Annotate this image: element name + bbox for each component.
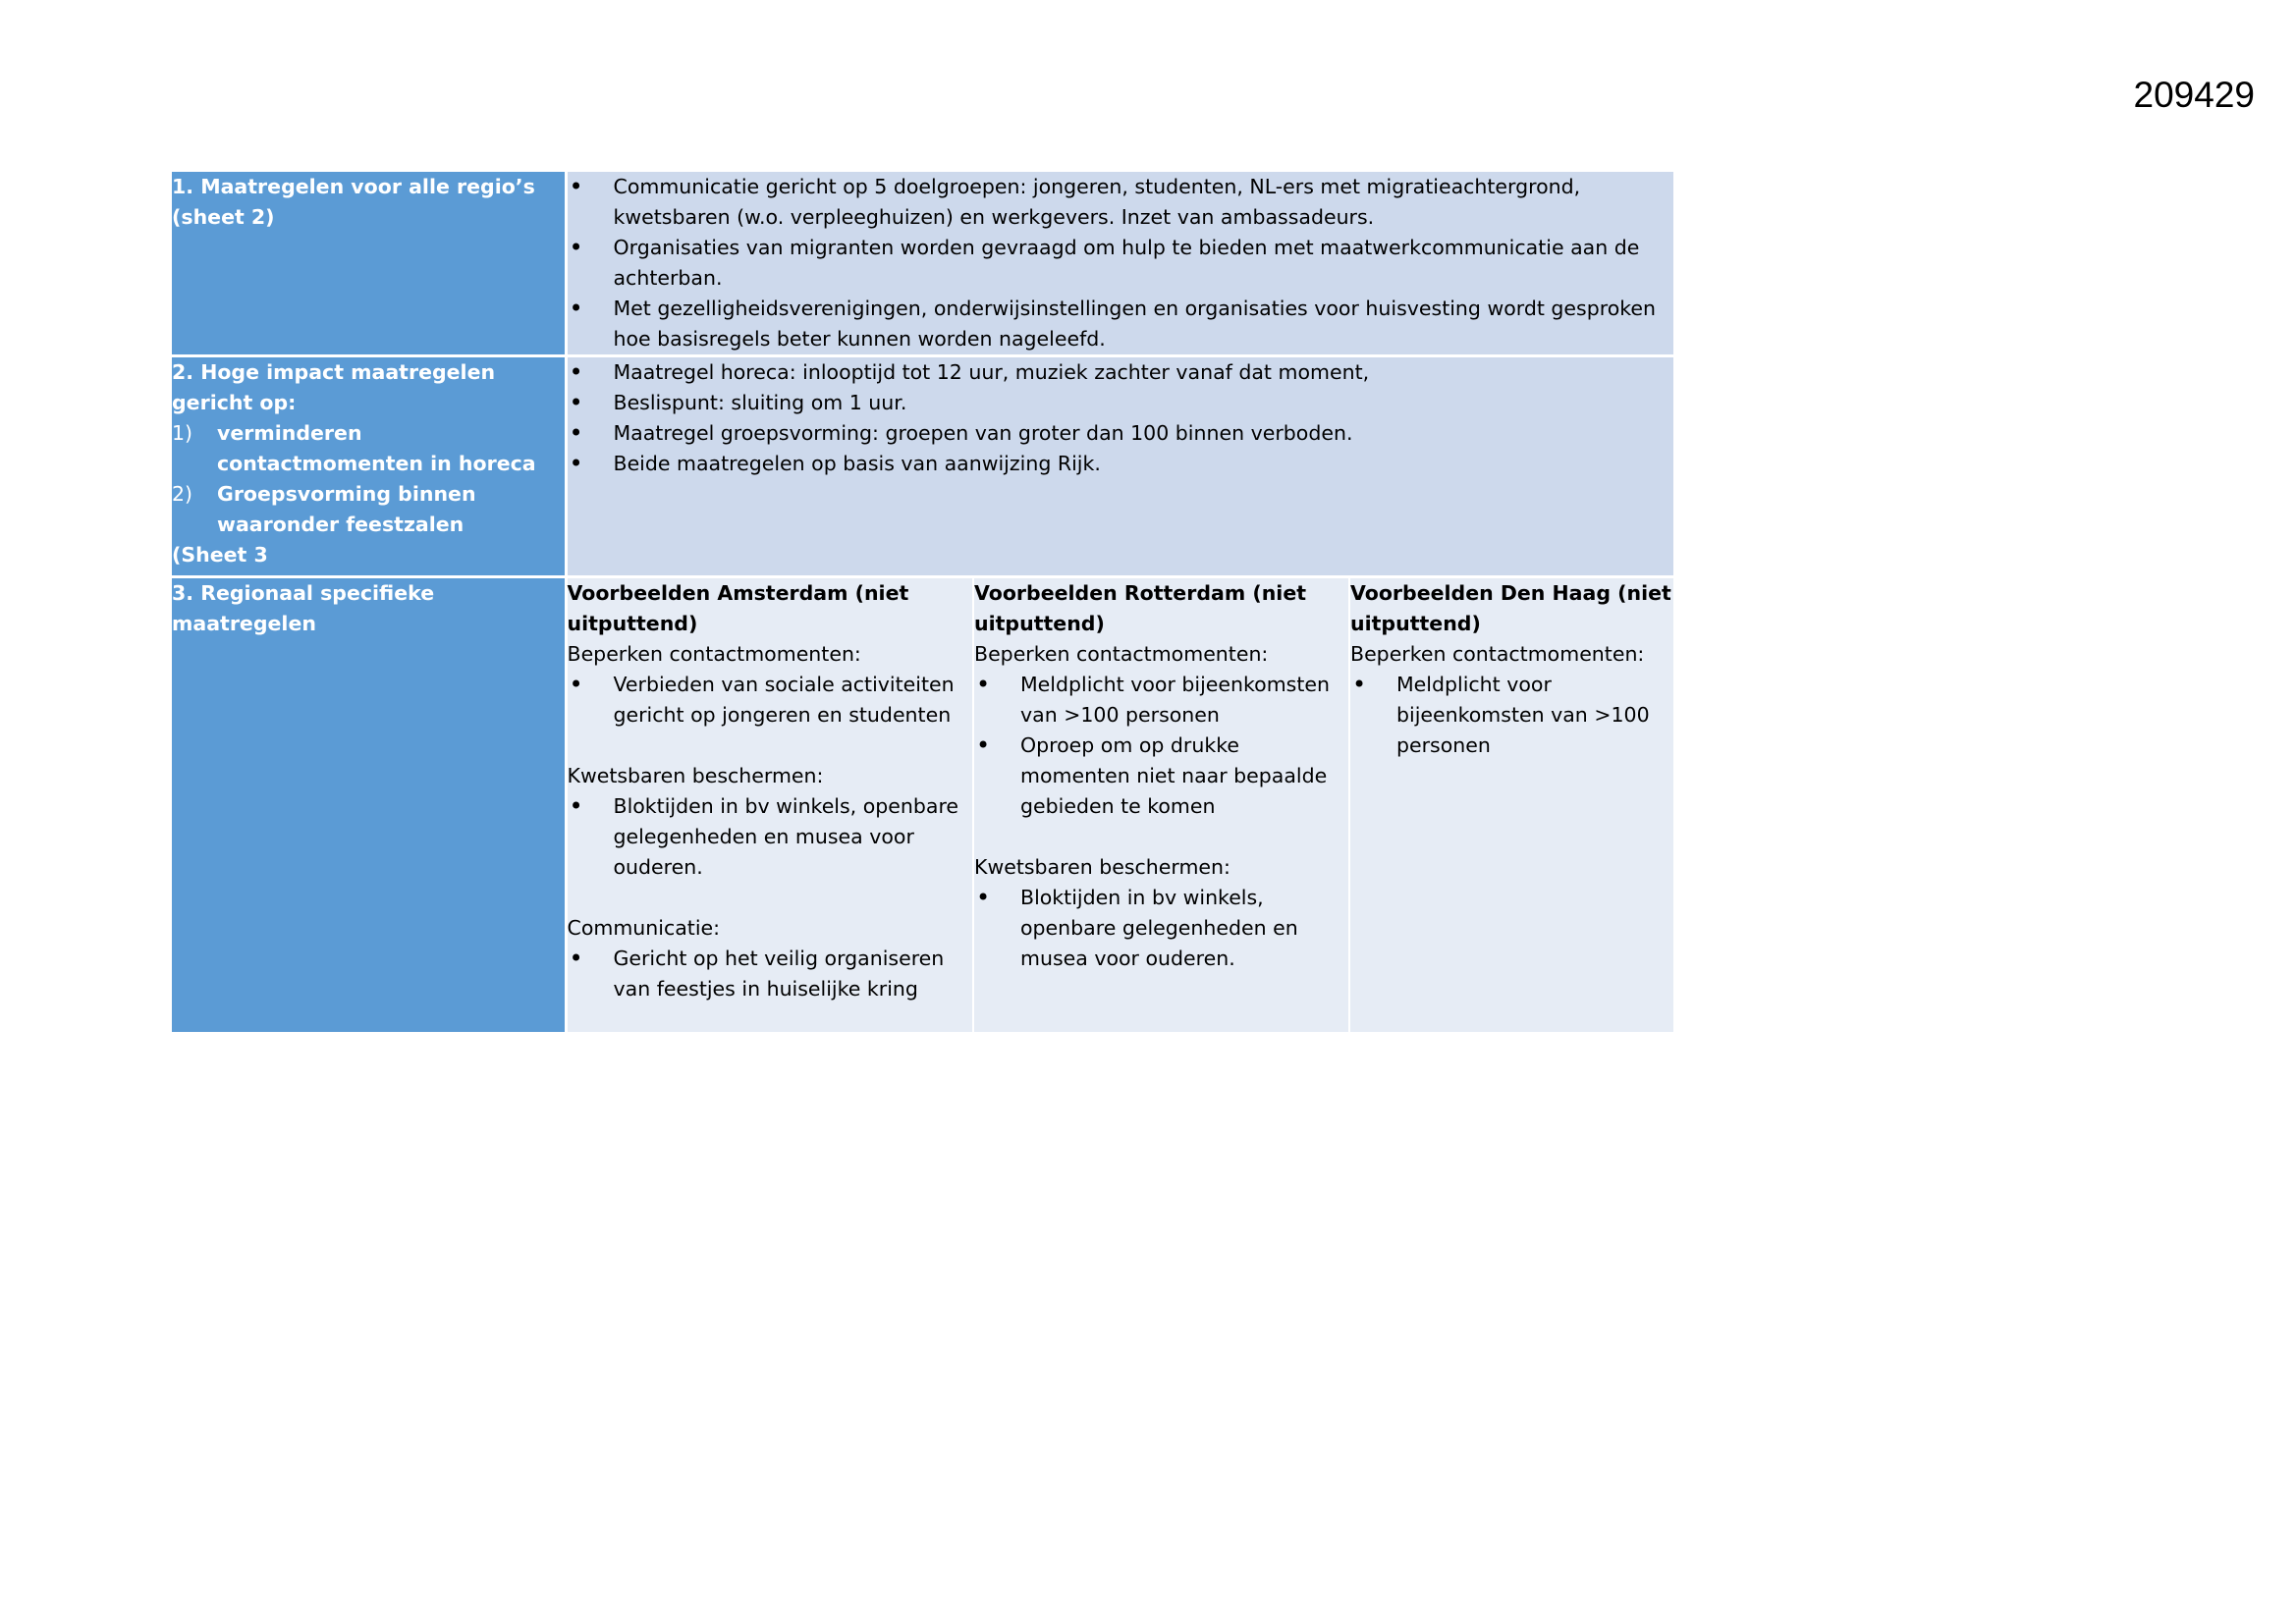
list-item: • Bloktijden in bv winkels, openbare gelegenheden en musea voor ouderen. bbox=[974, 883, 1348, 974]
row-2-header bbox=[172, 356, 566, 577]
denhaag-title: Voorbeelden Den Haag (niet uitputtend) bbox=[1350, 581, 1671, 635]
row-1-content bbox=[566, 172, 1673, 356]
list-item: • Meldplicht voor bijeenkomsten van >100 personen bbox=[974, 670, 1348, 731]
section-label: Beperken contactmomenten: bbox=[974, 642, 1269, 666]
list-item: • Communicatie gericht op 5 doelgroepen: jongeren, studenten, NL-ers met migratieachtergrond, kwetsbaren (w.o. verpleeghuizen) en werkgevers. Inzet van ambassadeurs. bbox=[568, 172, 1674, 233]
table-row-3 bbox=[172, 577, 1673, 1032]
row-2-header-outro: (Sheet 3 bbox=[172, 543, 268, 567]
amsterdam-title: Voorbeelden Amsterdam (niet uitputtend) bbox=[567, 581, 909, 635]
list-item: • Beide maatregelen op basis van aanwijzing Rijk. bbox=[568, 449, 1674, 479]
list-item: • Gericht op het veilig organiseren van feestjes in huiselijke kring bbox=[568, 944, 973, 1004]
section-label: Kwetsbaren beschermen: bbox=[974, 855, 1230, 879]
rotterdam-column bbox=[973, 577, 1349, 1032]
denhaag-column bbox=[1349, 577, 1673, 1032]
document-number: 209429 bbox=[2133, 75, 2255, 115]
measures-table bbox=[172, 172, 1673, 1032]
table-row-2 bbox=[172, 356, 1673, 577]
section-label: Beperken contactmomenten: bbox=[1350, 642, 1645, 666]
table-row-1 bbox=[172, 172, 1673, 356]
row-2-header-intro: 2. Hoge impact maatregelen gericht op: bbox=[172, 360, 496, 414]
section-label: Beperken contactmomenten: bbox=[567, 642, 861, 666]
section-label: Communicatie: bbox=[567, 916, 721, 940]
list-item: • Maatregel groepsvorming: groepen van groter dan 100 binnen verboden. bbox=[568, 418, 1674, 449]
list-item: • Met gezelligheidsverenigingen, onderwijsinstellingen en organisaties voor huisvesting wordt gesproken hoe basisregels beter kunnen worden nageleefd. bbox=[568, 294, 1674, 354]
list-item: • Meldplicht voor bijeenkomsten van >100 personen bbox=[1350, 670, 1673, 761]
list-item: • Oproep om op drukke momenten niet naar bepaalde gebieden te komen bbox=[974, 731, 1348, 822]
list-item: • Bloktijden in bv winkels, openbare gelegenheden en musea voor ouderen. bbox=[568, 791, 973, 883]
list-item: 1) verminderen contactmomenten in horeca bbox=[172, 421, 536, 475]
list-item: • Verbieden van sociale activiteiten gericht op jongeren en studenten bbox=[568, 670, 973, 731]
rotterdam-title: Voorbeelden Rotterdam (niet uitputtend) bbox=[974, 581, 1307, 635]
list-item: • Maatregel horeca: inlooptijd tot 12 uur, muziek zachter vanaf dat moment, bbox=[568, 357, 1674, 388]
list-item: 2) Groepsvorming binnen waaronder feestzalen bbox=[172, 482, 476, 536]
row-3-header: 3. Regionaal specifieke maatregelen bbox=[172, 577, 566, 1032]
row-2-content bbox=[566, 356, 1673, 577]
row-1-header: 1. Maatregelen voor alle regio’s (sheet 2) bbox=[172, 172, 566, 356]
list-item: • Beslispunt: sluiting om 1 uur. bbox=[568, 388, 1674, 418]
amsterdam-column bbox=[566, 577, 973, 1032]
section-label: Kwetsbaren beschermen: bbox=[567, 764, 824, 787]
list-item: • Organisaties van migranten worden gevraagd om hulp te bieden met maatwerkcommunicatie aan de achterban. bbox=[568, 233, 1674, 294]
